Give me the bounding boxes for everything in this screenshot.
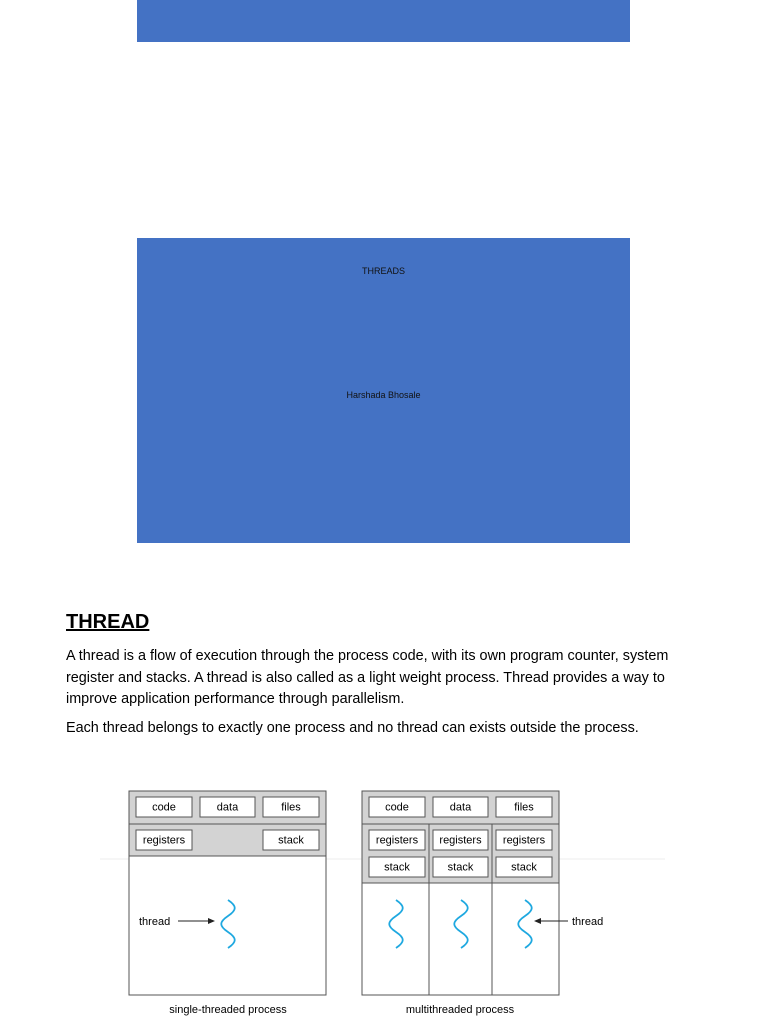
paragraph-ownership: Each thread belongs to exactly one process and no thread can exists outside the process. — [66, 720, 639, 736]
multi-caption: multithreaded process — [405, 1004, 515, 1016]
multi-registers-label-1: registers — [375, 834, 419, 847]
multi-code-label: code — [385, 801, 409, 814]
single-registers-label: registers — [142, 834, 186, 847]
single-caption: single-threaded process — [169, 1004, 287, 1016]
multi-files-label: files — [514, 801, 534, 814]
multi-thread-label: thread — [572, 916, 604, 928]
thread-diagram — [0, 780, 768, 1024]
single-threaded-process — [129, 791, 326, 1016]
single-data-label: data — [216, 801, 239, 814]
multithreaded-process — [362, 791, 603, 1016]
multi-data-label: data — [449, 801, 472, 814]
single-thread-label: thread — [139, 916, 171, 928]
paragraph-definition: A thread is a flow of execution through the process code, with its own program counter, system register and stacks. A thread is also called as a light weight process. Thread provides a way to improve application performance through parallelism. — [66, 648, 669, 707]
slide-previous — [137, 0, 630, 42]
single-code-label: code — [152, 801, 176, 814]
multi-stack-label-3: stack — [511, 861, 537, 874]
slide-title: THREADS — [361, 266, 405, 276]
single-files-label: files — [281, 801, 301, 814]
single-stack-label: stack — [278, 834, 304, 847]
section-heading: THREAD — [66, 611, 150, 633]
multi-registers-label-3: registers — [502, 834, 546, 847]
slide-author: Harshada Bhosale — [346, 390, 421, 400]
title-slide — [137, 238, 630, 543]
multi-stack-label-1: stack — [384, 861, 410, 874]
multi-registers-label-2: registers — [439, 834, 482, 847]
multi-thread-area — [362, 883, 559, 995]
multi-stack-label-2: stack — [447, 861, 474, 874]
